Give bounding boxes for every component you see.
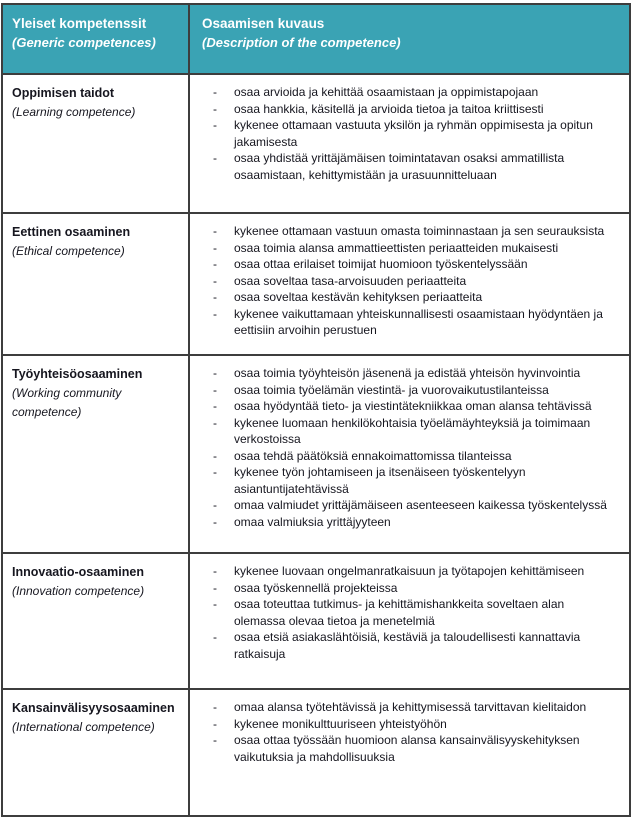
table-row (3, 690, 629, 815)
bullet-text: osaa soveltaa kestävän kehityksen periaatteita (234, 290, 483, 304)
bullet-item (190, 497, 621, 514)
bullet-item (190, 256, 621, 273)
bullet-item (190, 448, 621, 465)
bullet-text: omaa alansa työtehtävissä ja kehittymisessä tarvittavan kielitaidon (234, 700, 587, 714)
bullet-text: osaa toimia työelämän viestintä- ja vuorovaikutustilanteissa (234, 382, 549, 397)
bullet-marker: - (213, 514, 217, 529)
bullet-item (190, 580, 621, 597)
bullet-item (190, 514, 621, 531)
bullet-text: osaa hankkia, käsitellä ja arvioida tietoa ja taitoa kriittisesti (234, 101, 544, 116)
table-header-row (3, 5, 629, 75)
bullet-item (190, 464, 621, 497)
bullet-item (190, 150, 621, 183)
bullet-item (190, 398, 621, 415)
competence-subtitle: (International competence) (12, 720, 155, 734)
competence-title: Eettinen osaaminen (12, 225, 131, 239)
bullet-text: kykenee työn johtamiseen ja itsenäiseen työskentelyyn asiantuntijatehtävissä (234, 465, 526, 496)
bullet-marker: - (213, 273, 217, 288)
description-cell (190, 356, 629, 552)
bullet-marker: - (213, 382, 217, 397)
bullet-item (190, 306, 621, 339)
header-cell-generic-competences (3, 5, 190, 73)
bullet-marker: - (213, 101, 217, 116)
competence-cell (3, 690, 190, 815)
bullet-text: kykenee ottamaan vastuun omasta toiminnastaan ja sen seurauksista (234, 224, 605, 238)
bullet-text: omaa valmiuksia yrittäjyyteen (234, 514, 391, 529)
competence-title: Oppimisen taidot (12, 86, 115, 100)
bullet-text: omaa valmiudet yrittäjämäiseen asenteeseen kaikessa työskentelyssä (234, 498, 607, 512)
bullet-item (190, 596, 621, 629)
bullet-item (190, 273, 621, 290)
bullet-text: kykenee luovaan ongelmanratkaisuun ja työtapojen kehittämiseen (234, 564, 585, 578)
bullet-text: osaa ottaa erilaiset toimijat huomioon työskentelyssään (234, 257, 528, 271)
bullet-marker: - (213, 151, 217, 165)
description-cell (190, 214, 629, 354)
bullet-text: osaa toteuttaa tutkimus- ja kehittämishankkeita soveltaen alan olemassa olevaa tietoa ja menetelmiä (234, 597, 565, 628)
bullet-item (190, 117, 621, 150)
description-cell (190, 690, 629, 815)
bullet-text: kykenee monikulttuuriseen yhteistyöhön (234, 716, 447, 731)
bullet-text: osaa hyödyntää tieto- ja viestintätekniikkaa oman alansa tehtävissä (234, 399, 592, 413)
competence-subtitle: (Innovation competence) (12, 584, 145, 598)
competence-cell (3, 356, 190, 552)
header-col2-subtitle: (Description of the competence) (202, 35, 401, 50)
header-col1-subtitle: (Generic competences) (12, 35, 156, 50)
bullet-item (190, 101, 621, 118)
bullet-list (190, 223, 621, 339)
bullet-marker: - (213, 240, 217, 255)
bullet-item (190, 84, 621, 101)
bullet-marker: - (213, 85, 217, 99)
bullet-list (190, 563, 621, 662)
table-row (3, 75, 629, 214)
bullet-marker: - (213, 118, 217, 132)
bullet-item (190, 732, 621, 765)
bullet-text: osaa soveltaa tasa-arvoisuuden periaatteita (234, 273, 467, 288)
header-col1-title: Yleiset kompetenssit (12, 16, 147, 31)
bullet-list (190, 365, 621, 530)
bullet-item (190, 223, 621, 240)
competence-cell (3, 554, 190, 688)
competence-title: Kansainvälisyysosaaminen (12, 701, 175, 715)
bullet-marker: - (213, 597, 217, 611)
bullet-marker: - (213, 498, 217, 512)
competence-title: Innovaatio-osaaminen (12, 565, 144, 579)
bullet-marker: - (213, 290, 217, 304)
bullet-item (190, 382, 621, 399)
bullet-text: osaa yhdistää yrittäjämäisen toimintatavan osaksi ammatillista osaamistaan, kehittymistään ja urasuunnitteluaan (234, 151, 565, 182)
bullet-marker: - (213, 306, 217, 321)
bullet-marker: - (213, 564, 217, 578)
bullet-text: osaa työskennellä projekteissa (234, 580, 398, 595)
bullet-text: osaa tehdä päätöksiä ennakoimattomissa tilanteissa (234, 448, 512, 463)
competence-cell (3, 75, 190, 212)
bullet-marker: - (213, 733, 217, 747)
bullet-item (190, 699, 621, 716)
bullet-text: osaa arvioida ja kehittää osaamistaan ja oppimistapojaan (234, 85, 539, 99)
bullet-marker: - (213, 630, 217, 644)
bullet-list (190, 699, 621, 765)
bullet-marker: - (213, 415, 217, 430)
bullet-list (190, 84, 621, 183)
description-cell (190, 75, 629, 212)
bullet-text: osaa ottaa työssään huomioon alansa kansainvälisyyskehityksen vaikutuksia ja mahdollisuuksia (234, 733, 580, 764)
bullet-text: kykenee vaikuttamaan yhteiskunnallisesti osaamistaan hyödyntäen ja eettisiin arvoihin perustuen (234, 306, 603, 337)
description-cell (190, 554, 629, 688)
header-cell-description (190, 5, 629, 73)
competence-subtitle: (Learning competence) (12, 105, 136, 119)
bullet-item (190, 629, 621, 662)
competence-title: Työyhteisöosaaminen (12, 367, 143, 381)
bullet-marker: - (213, 700, 217, 714)
competence-cell (3, 214, 190, 354)
bullet-item (190, 365, 621, 382)
bullet-marker: - (213, 399, 217, 413)
bullet-marker: - (213, 257, 217, 271)
competence-subtitle: (Working community competence) (12, 386, 122, 419)
bullet-text: kykenee luomaan henkilökohtaisia työelämäyhteyksiä ja toimimaan verkostoissa (234, 415, 591, 446)
bullet-item (190, 240, 621, 257)
table-row (3, 554, 629, 690)
bullet-text: kykenee ottamaan vastuuta yksilön ja ryhmän oppimisesta ja opitun jakamisesta (234, 118, 593, 149)
bullet-marker: - (213, 580, 217, 595)
table-row (3, 214, 629, 356)
bullet-item (190, 563, 621, 580)
bullet-item (190, 716, 621, 733)
header-col2-title: Osaamisen kuvaus (202, 16, 325, 31)
bullet-text: osaa toimia alansa ammattieettisten periaatteiden mukaisesti (234, 240, 559, 255)
bullet-marker: - (213, 716, 217, 731)
bullet-item (190, 289, 621, 306)
competence-subtitle: (Ethical competence) (12, 244, 125, 258)
bullet-item (190, 415, 621, 448)
bullet-marker: - (213, 465, 217, 479)
bullet-marker: - (213, 366, 217, 380)
competences-table (1, 3, 631, 817)
table-row (3, 356, 629, 554)
bullet-marker: - (213, 448, 217, 463)
bullet-marker: - (213, 224, 217, 238)
bullet-text: osaa toimia työyhteisön jäsenenä ja edistää yhteisön hyvinvointia (234, 366, 581, 380)
bullet-text: osaa etsiä asiakaslähtöisiä, kestäviä ja taloudellisesti kannattavia ratkaisuja (234, 630, 581, 661)
